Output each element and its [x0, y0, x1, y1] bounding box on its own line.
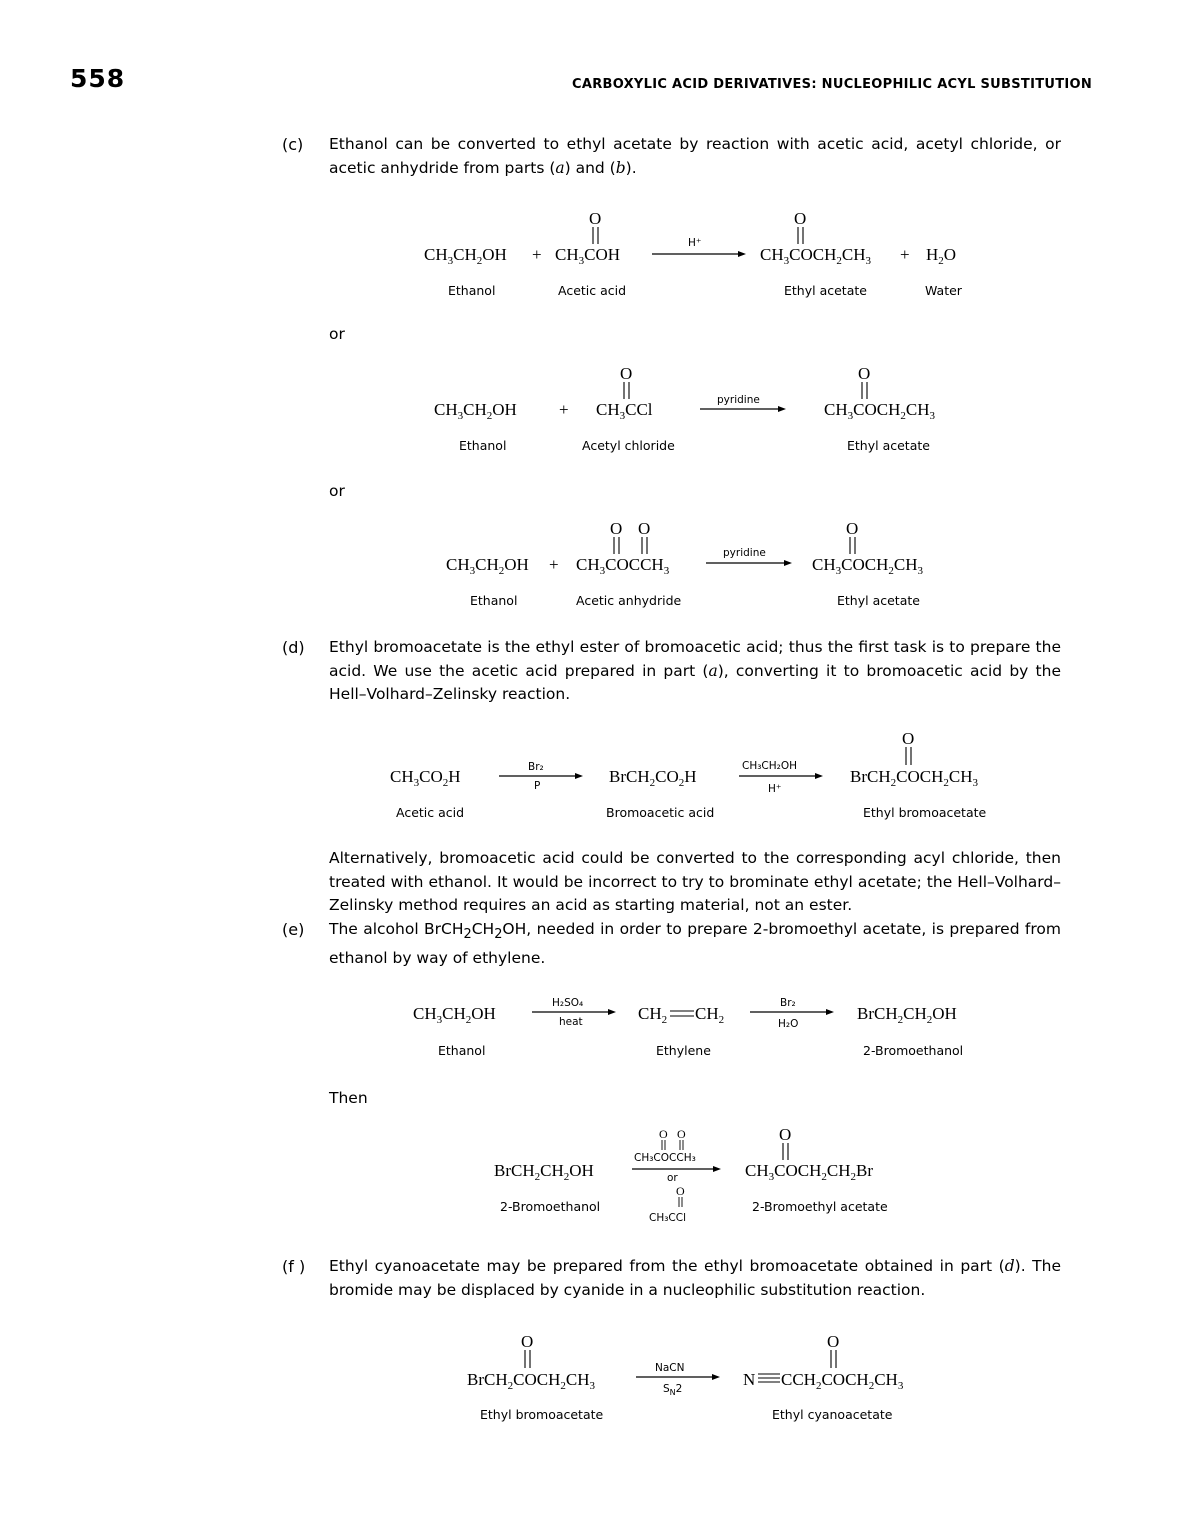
carbonyl-oxygen: O — [846, 519, 859, 538]
reagent-label: P — [534, 780, 541, 792]
compound-label: Acetic acid — [396, 805, 465, 820]
formula: $CH_3COCH_2CH_3$ — [760, 245, 871, 267]
compound-label: Ethyl acetate — [847, 438, 930, 453]
reaction-c1 — [0, 200, 1200, 305]
arrowhead — [784, 560, 792, 566]
plus-sign: + — [549, 555, 559, 574]
arrowhead — [778, 406, 786, 412]
arrowhead — [826, 1009, 834, 1015]
plus-sign: + — [559, 400, 569, 419]
formula: $CH_3COH$ — [555, 245, 621, 267]
part-d-marker: (d) — [282, 638, 305, 657]
reaction-f — [0, 1325, 1200, 1430]
part-c-text: Ethanol can be converted to ethyl acetate by reaction with acetic acid, acetyl chloride, or acetic anhydride from parts (a) and (b). — [329, 135, 1061, 177]
connector-word: or — [329, 325, 345, 343]
compound-label: Bromoacetic acid — [606, 805, 715, 820]
formula: $BrCH_2COCH_2CH_3$ — [850, 767, 978, 789]
reagent-label: H⁺ — [768, 783, 782, 795]
reaction-c3 — [0, 510, 1200, 615]
plus-sign: + — [532, 245, 542, 264]
reagent-label: CH₃CH₂OH — [742, 760, 798, 772]
formula: $CH_3CH_2OH$ — [434, 400, 517, 422]
compound-label: Acetyl chloride — [582, 438, 675, 453]
formula: $CH_3COCH_2CH_3$ — [824, 400, 935, 422]
reagent-label: heat — [559, 1016, 583, 1028]
part-d-text: Ethyl bromoacetate is the ethyl ester of bromoacetic acid; thus the first task is to prepare the acid. We use the acetic acid prepared in part (a), converting it to bromoacetic acid by the Hell–Volhard–Zelinsky reaction. — [329, 638, 1061, 703]
carbonyl-oxygen: O — [676, 1184, 685, 1198]
reaction-d — [0, 722, 1200, 827]
formula: $CH_3CO_2H$ — [390, 767, 461, 789]
formula: N — [743, 1370, 756, 1389]
compound-label: Ethyl bromoacetate — [480, 1407, 604, 1422]
reagent-label: or — [667, 1172, 678, 1184]
formula: $CH_3CH_2OH$ — [413, 1004, 496, 1026]
part-e-marker: (e) — [282, 920, 305, 939]
part-f-text: Ethyl cyanoacetate may be prepared from the ethyl bromoacetate obtained in part (d). The bromide may be displaced by cyanide in a nucleophilic substitution reaction. — [329, 1257, 1061, 1299]
compound-label: Ethyl bromoacetate — [863, 805, 987, 820]
arrowhead — [815, 773, 823, 779]
carbonyl-oxygen: O — [589, 209, 602, 228]
carbonyl-oxygen: O — [902, 729, 915, 748]
compound-label: Ethyl acetate — [837, 593, 920, 608]
formula: $H_2O$ — [926, 245, 957, 267]
carbonyl-oxygen: O — [677, 1127, 686, 1141]
formula: $CH_2$ — [638, 1004, 668, 1026]
part-c-marker: (c) — [282, 135, 304, 154]
running-title: CARBOXYLIC ACID DERIVATIVES: NUCLEOPHILIC ACYL SUBSTITUTION — [572, 77, 1093, 92]
arrowhead — [712, 1374, 720, 1380]
part-d-followup: Alternatively, bromoacetic acid could be converted to the corresponding acyl chloride, then treated with ethanol. It would be incorrect to try to brominate ethyl acetate; the Hell–Volhard–Zelinsky method requires an acid as starting material, not an ester. — [329, 849, 1061, 914]
compound-label: Ethyl acetate — [784, 283, 867, 298]
formula: $CH_3COCH_2CH_2Br$ — [745, 1161, 873, 1183]
carbonyl-oxygen: O — [858, 364, 871, 383]
carbonyl-oxygen: O — [659, 1127, 668, 1141]
compound-label: Acetic acid — [558, 283, 627, 298]
formula: $CH_3CH_2OH$ — [446, 555, 529, 577]
formula: $BrCH_2CH_2OH$ — [857, 1004, 957, 1026]
reagent-label: pyridine — [717, 394, 760, 406]
formula: $BrCH_2CO_2H$ — [609, 767, 697, 789]
carbonyl-oxygen: O — [779, 1125, 792, 1144]
formula: $CCH_2COCH_2CH_3$ — [781, 1370, 904, 1392]
reagent-label: H⁺ — [688, 237, 702, 249]
part-e-text: The alcohol $BrCH_2CH_2OH$, needed in order to prepare 2-bromoethyl acetate, is prepared from ethanol by way of ethylene. — [329, 920, 1061, 967]
reaction-e1 — [0, 985, 1200, 1065]
part-f-marker: (f ) — [282, 1257, 306, 1276]
carbonyl-oxygen: O — [827, 1332, 840, 1351]
compound-label: Acetic anhydride — [576, 593, 682, 608]
arrowhead — [713, 1166, 721, 1172]
reagent-label: Br₂ — [780, 997, 796, 1009]
compound-label: 2-Bromoethyl acetate — [752, 1199, 888, 1214]
reagent-label: H₂O — [778, 1018, 799, 1030]
formula: $CH_2$ — [695, 1004, 725, 1026]
formula: $CH_3CCl$ — [596, 400, 653, 422]
formula: $BrCH_2COCH_2CH_3$ — [467, 1370, 595, 1392]
formula: $CH_3COCCH_3$ — [576, 555, 670, 577]
reagent-label: CH₃CCl — [649, 1212, 687, 1224]
formula: $CH_3COCH_2CH_3$ — [812, 555, 923, 577]
reagent-label: CH₃COCCH₃ — [634, 1152, 696, 1164]
reagent-label: $S_N2$ — [663, 1383, 683, 1397]
arrowhead — [738, 251, 746, 257]
compound-label: Ethylene — [656, 1043, 711, 1058]
arrowhead — [608, 1009, 616, 1015]
reagent-label: NaCN — [655, 1362, 685, 1374]
reagent-label: Br₂ — [528, 761, 544, 773]
compound-label: 2-Bromoethanol — [863, 1043, 964, 1058]
reaction-c2 — [0, 355, 1200, 460]
arrowhead — [575, 773, 583, 779]
carbonyl-oxygen: O — [794, 209, 807, 228]
compound-label: Ethanol — [470, 593, 518, 608]
compound-label: Ethanol — [459, 438, 507, 453]
compound-label: Ethanol — [448, 283, 496, 298]
reagent-label: pyridine — [723, 547, 766, 559]
formula: $CH_3CH_2OH$ — [424, 245, 507, 267]
compound-label: Ethanol — [438, 1043, 486, 1058]
carbonyl-oxygen: O — [620, 364, 633, 383]
carbonyl-oxygen: O — [521, 1332, 534, 1351]
compound-label: 2-Bromoethanol — [500, 1199, 601, 1214]
connector-word: or — [329, 482, 345, 500]
compound-label: Ethyl cyanoacetate — [772, 1407, 893, 1422]
carbonyl-oxygen: O — [638, 519, 651, 538]
reaction-e2 — [0, 1118, 1200, 1230]
compound-label: Water — [925, 283, 962, 298]
reagent-label: H₂SO₄ — [552, 997, 584, 1009]
carbonyl-oxygen: O — [610, 519, 623, 538]
page-number: 558 — [70, 64, 126, 93]
connector-word: Then — [329, 1089, 368, 1107]
plus-sign: + — [900, 245, 910, 264]
formula: $BrCH_2CH_2OH$ — [494, 1161, 594, 1183]
